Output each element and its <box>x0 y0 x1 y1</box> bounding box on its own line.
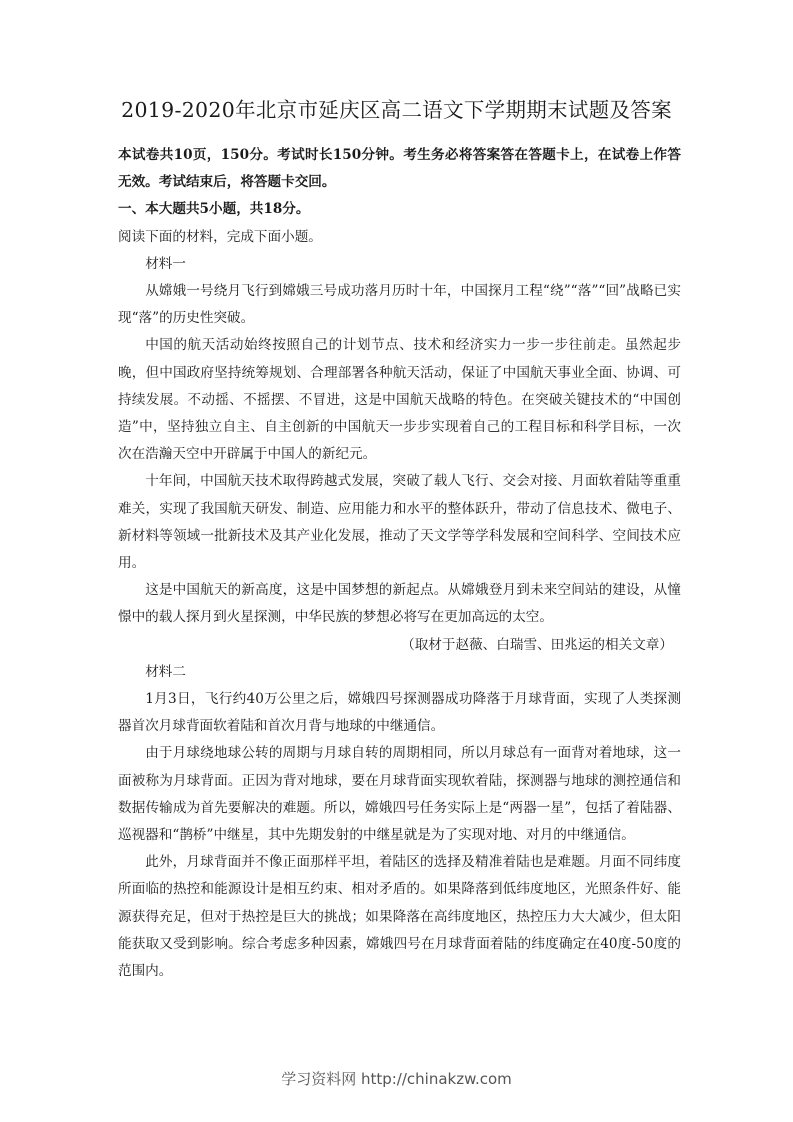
exam-instructions: 本试卷共10页，150分。考试时长150分钟。考生务必将答案答在答题卡上，在试卷上作答无效。考试结束后，将答题卡交回。 <box>118 147 681 191</box>
material2-paragraph: 1月3日，飞行约40万公里之后，嫦娥四号探测器成功降落于月球背面，实现了人类探测器首次月球背面软着陆和首次月背与地球的中继通信。 <box>118 691 681 735</box>
section-heading: 一、本大题共5小题，共18分。 <box>118 201 310 218</box>
document-body <box>118 142 681 985</box>
material2-paragraph: 由于月球绕地球公转的周期与月球自转的周期相同，所以月球总有一面背对着地球，这一面被称为月球背面。正因为背对地球，要在月球背面实现软着陆，探测器与地球的测控通信和数据传输成为首先要解决的难题。所以，嫦娥四号任务实际上是“两器一星”，包括了着陆器、巡视器和“鹊桥”中继星，其中先期发射的中继星就是为了实现对地、对月的中继通信。 <box>118 745 681 844</box>
material1-paragraph: 十年间，中国航天技术取得跨越式发展，突破了载人飞行、交会对接、月面软着陆等重重难关，实现了我国航天研发、制造、应用能力和水平的整体跃升，带动了信息技术、微电子、新材料等领域一批新技术及其产业化发展，推动了天文学等学科发展和空间科学、空间技术应用。 <box>118 473 681 572</box>
material1-paragraph: 这是中国航天的新高度，这是中国梦想的新起点。从嫦娥登月到未来空间站的建设，从憧憬中的载人探月到火星探测，中华民族的梦想必将写在更加高远的太空。 <box>118 582 681 626</box>
page-title: 2019-2020年北京市延庆区高二语文下学期期末试题及答案 <box>121 98 672 122</box>
material1-source: （取材于赵薇、白瑞雪、田兆运的相关文章） <box>401 636 673 653</box>
material1-label: 材料一 <box>145 255 186 272</box>
material2-label: 材料二 <box>145 663 186 680</box>
reading-lead: 阅读下面的材料，完成下面小题。 <box>118 228 322 245</box>
material1-paragraph: 中国的航天活动始终按照自己的计划节点、技术和经济实力一步一步往前走。虽然起步晚，但中国政府坚持统筹规划、合理部署各种航天活动，保证了中国航天事业全面、协调、可持续发展。不动摇、不摇摆、不冒进，这是中国航天战略的特色。在突破关键技术的“中国创造”中，坚持独立自主、自主创新的中国航天一步步实现着自己的工程目标和科学目标，一次次在浩瀚天空中开辟属于中国人的新纪元。 <box>118 337 681 463</box>
site-footer: 学习资料网 http://chinakzw.com <box>281 1070 512 1088</box>
material1-paragraph: 从嫦娥一号绕月飞行到嫦娥三号成功落月历时十年，中国探月工程“绕”“落”“回”战略已实现“落”的历史性突破。 <box>118 283 681 327</box>
material2-paragraph: 此外，月球背面并不像正面那样平坦，着陆区的选择及精准着陆也是难题。月面不同纬度所面临的热控和能源设计是相互约束、相对矛盾的。如果降落到低纬度地区，光照条件好、能源获得充足，但对于热控是巨大的挑战；如果降落在高纬度地区，热控压力大大减少，但太阳能获取又受到影响。综合考虑多种因素，嫦娥四号在月球背面着陆的纬度确定在40度-50度的范围内。 <box>118 854 681 980</box>
